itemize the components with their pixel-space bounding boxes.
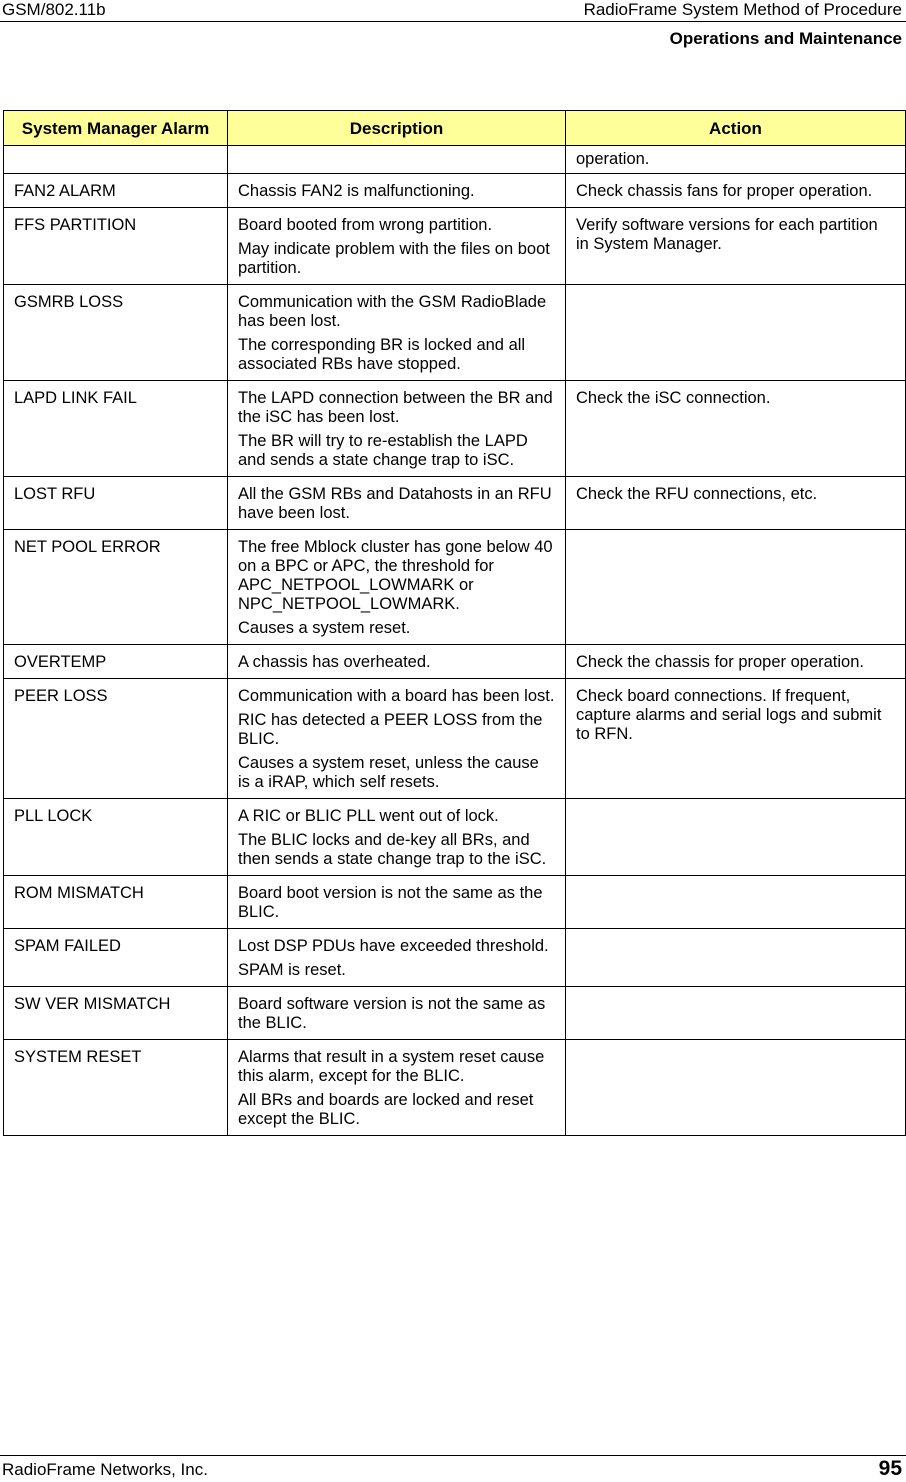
description-text: The free Mblock cluster has gone below 40 on a BPC or APC, the threshold for APC_NETPOOL_LOWMARK or NPC_NETPOOL_LOWMARK. bbox=[238, 538, 553, 613]
action-cell bbox=[566, 285, 906, 381]
description-text: Causes a system reset, unless the cause is a iRAP, which self resets. bbox=[238, 754, 539, 791]
table-row bbox=[4, 799, 906, 876]
description-text: Causes a system reset. bbox=[238, 619, 411, 637]
action-cell bbox=[566, 530, 906, 645]
column-header-description: Description bbox=[228, 111, 566, 146]
alarm-name-cell bbox=[4, 146, 228, 174]
description-text: All BRs and boards are locked and reset except the BLIC. bbox=[238, 1091, 534, 1128]
alarm-name-cell: GSMRB LOSS bbox=[4, 285, 228, 381]
action-cell bbox=[566, 208, 906, 285]
header-doc-id: GSM/802.11b bbox=[2, 0, 106, 19]
description-text: RIC has detected a PEER LOSS from the BLIC. bbox=[238, 711, 543, 748]
table-row bbox=[4, 381, 906, 477]
table-row bbox=[4, 987, 906, 1040]
alarm-name-cell: OVERTEMP bbox=[4, 645, 228, 679]
description-text: SPAM is reset. bbox=[238, 961, 346, 979]
action-text: Check board connections. If frequent, capture alarms and serial logs and submit to RFN. bbox=[576, 687, 882, 743]
table-header-row bbox=[4, 111, 906, 146]
footer-rule bbox=[0, 1455, 906, 1456]
action-cell bbox=[566, 876, 906, 929]
description-text: Chassis FAN2 is malfunctioning. bbox=[238, 182, 475, 200]
description-text: Board boot version is not the same as the BLIC. bbox=[238, 884, 543, 921]
description-cell bbox=[228, 285, 566, 381]
table-row bbox=[4, 477, 906, 530]
description-text: Alarms that result in a system reset cause this alarm, except for the BLIC. bbox=[238, 1048, 545, 1085]
description-cell bbox=[228, 146, 566, 174]
description-text: The LAPD connection between the BR and the iSC has been lost. bbox=[238, 389, 553, 426]
page-number: 95 bbox=[878, 1457, 902, 1480]
column-header-alarm: System Manager Alarm bbox=[4, 111, 228, 146]
alarm-name-cell: PEER LOSS bbox=[4, 679, 228, 799]
table-row bbox=[4, 929, 906, 987]
alarm-name-cell: LAPD LINK FAIL bbox=[4, 381, 228, 477]
description-cell bbox=[228, 1040, 566, 1136]
table-row bbox=[4, 876, 906, 929]
table-row bbox=[4, 645, 906, 679]
alarm-name-cell: FAN2 ALARM bbox=[4, 174, 228, 208]
action-cell bbox=[566, 1040, 906, 1136]
action-cell bbox=[566, 679, 906, 799]
table-row bbox=[4, 174, 906, 208]
alarm-name-cell: NET POOL ERROR bbox=[4, 530, 228, 645]
description-text: Board booted from wrong partition. bbox=[238, 216, 493, 234]
alarm-name-cell: SPAM FAILED bbox=[4, 929, 228, 987]
action-cell bbox=[566, 174, 906, 208]
description-cell bbox=[228, 381, 566, 477]
action-text: Check the chassis for proper operation. bbox=[576, 653, 864, 671]
action-cell bbox=[566, 929, 906, 987]
table-row bbox=[4, 285, 906, 381]
description-text: A RIC or BLIC PLL went out of lock. bbox=[238, 807, 499, 825]
description-text: All the GSM RBs and Datahosts in an RFU have been lost. bbox=[238, 485, 552, 522]
description-cell bbox=[228, 679, 566, 799]
alarm-name-cell: ROM MISMATCH bbox=[4, 876, 228, 929]
description-text: Lost DSP PDUs have exceeded threshold. bbox=[238, 937, 549, 955]
description-text: A chassis has overheated. bbox=[238, 653, 431, 671]
alarm-name-cell: LOST RFU bbox=[4, 477, 228, 530]
footer-company: RadioFrame Networks, Inc. bbox=[2, 1460, 208, 1479]
action-cell bbox=[566, 645, 906, 679]
table-row bbox=[4, 530, 906, 645]
alarm-table-body bbox=[4, 146, 906, 1136]
table-row bbox=[4, 208, 906, 285]
description-text: The corresponding BR is locked and all associated RBs have stopped. bbox=[238, 336, 526, 373]
action-cell bbox=[566, 799, 906, 876]
description-text: May indicate problem with the files on boot partition. bbox=[238, 240, 550, 277]
description-cell bbox=[228, 530, 566, 645]
table-row-continuation bbox=[4, 146, 906, 174]
header-rule bbox=[0, 21, 906, 22]
action-text: Verify software versions for each partition in System Manager. bbox=[576, 216, 878, 253]
action-text: operation. bbox=[576, 150, 650, 168]
alarm-name-cell: FFS PARTITION bbox=[4, 208, 228, 285]
column-header-action: Action bbox=[566, 111, 906, 146]
action-cell bbox=[566, 146, 906, 174]
action-cell bbox=[566, 987, 906, 1040]
description-cell bbox=[228, 876, 566, 929]
alarm-table bbox=[3, 110, 906, 1136]
table-row bbox=[4, 679, 906, 799]
description-text: Communication with a board has been lost. bbox=[238, 687, 555, 705]
header-section-title: Operations and Maintenance bbox=[669, 29, 902, 48]
action-text: Check the RFU connections, etc. bbox=[576, 485, 818, 503]
alarm-name-cell: SW VER MISMATCH bbox=[4, 987, 228, 1040]
action-text: Check chassis fans for proper operation. bbox=[576, 182, 873, 200]
description-cell bbox=[228, 477, 566, 530]
description-cell bbox=[228, 645, 566, 679]
description-cell bbox=[228, 208, 566, 285]
header-doc-title: RadioFrame System Method of Procedure bbox=[583, 0, 902, 19]
description-cell bbox=[228, 929, 566, 987]
action-cell bbox=[566, 381, 906, 477]
alarm-name-cell: PLL LOCK bbox=[4, 799, 228, 876]
action-cell bbox=[566, 477, 906, 530]
description-text: Communication with the GSM RadioBlade has been lost. bbox=[238, 293, 547, 330]
description-text: Board software version is not the same as the BLIC. bbox=[238, 995, 546, 1032]
action-text: Check the iSC connection. bbox=[576, 389, 771, 407]
description-cell bbox=[228, 799, 566, 876]
description-cell bbox=[228, 174, 566, 208]
description-text: The BLIC locks and de-key all BRs, and then sends a state change trap to the iSC. bbox=[238, 831, 547, 868]
alarm-name-cell: SYSTEM RESET bbox=[4, 1040, 228, 1136]
description-text: The BR will try to re-establish the LAPD and sends a state change trap to iSC. bbox=[238, 432, 528, 469]
table-row bbox=[4, 1040, 906, 1136]
description-cell bbox=[228, 987, 566, 1040]
